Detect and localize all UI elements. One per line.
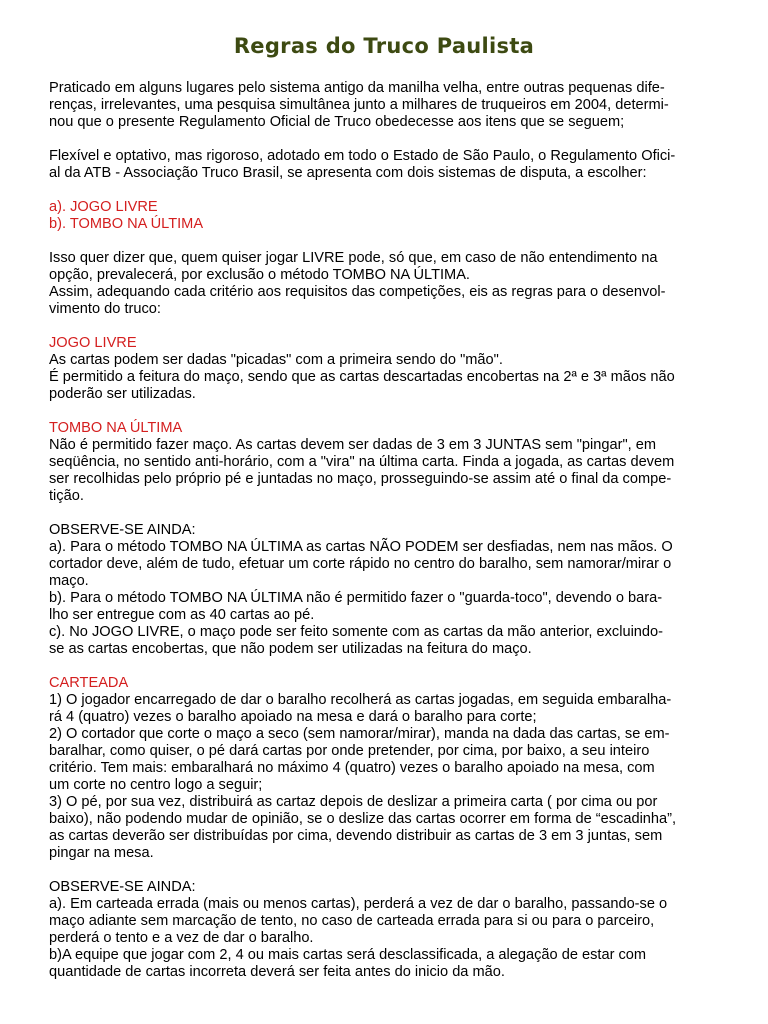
text-line: pingar na mesa. xyxy=(49,845,154,861)
text-line: 2) O cortador que corte o maço a seco (sem namorar/mirar), manda na dada das cartas, se em- xyxy=(49,726,670,742)
paragraph xyxy=(49,250,719,318)
paragraph xyxy=(49,522,719,658)
text-line: b). Para o método TOMBO NA ÚLTIMA não é permitido fazer o "guarda-toco", devendo o bara- xyxy=(49,590,663,606)
text-line: Isso quer dizer que, quem quiser jogar LIVRE pode, só que, em caso de não entendimento na xyxy=(49,250,658,266)
text-line: quantidade de cartas incorreta deverá ser feita antes do inicio da mão. xyxy=(49,964,505,980)
text-line: nou que o presente Regulamento Oficial de Truco obedecesse aos itens que se seguem; xyxy=(49,114,625,130)
text-line: opção, prevalecerá, por exclusão o método TOMBO NA ÚLTIMA. xyxy=(49,267,470,283)
paragraph xyxy=(49,199,719,233)
section-heading: CARTEADA xyxy=(49,675,129,691)
text-line: b)A equipe que jogar com 2, 4 ou mais cartas será desclassificada, a alegação de estar com xyxy=(49,947,647,963)
paragraph xyxy=(49,420,719,505)
text-line: a). Para o método TOMBO NA ÚLTIMA as cartas NÃO PODEM ser desfiadas, nem nas mãos. O xyxy=(49,539,673,555)
text-line: perderá o tento e a vez de dar o baralho. xyxy=(49,930,314,946)
text-line: 1) O jogador encarregado de dar o baralho recolherá as cartas jogadas, em seguida embaralha- xyxy=(49,692,672,708)
text-line: baralhar, como quiser, o pé dará cartas por onde pretender, por cima, por baixo, a seu inteiro xyxy=(49,743,650,759)
text-line: ser recolhidas pelo próprio pé e juntadas no maço, prosseguindo-se assim até o final da compe- xyxy=(49,471,672,487)
text-line: 3) O pé, por sua vez, distribuirá as cartaz depois de deslizar a primeira carta ( por cima ou por xyxy=(49,794,658,810)
text-line: seqüência, no sentido anti-horário, com a "vira" na última carta. Finda a jogada, as cartas devem xyxy=(49,454,675,470)
document-body xyxy=(49,80,719,981)
paragraph xyxy=(49,879,719,981)
text-line: baixo), não podendo mudar de opinião, se o deslize das cartas ocorrer em forma de “escadinha”, xyxy=(49,811,677,827)
text-line: cortador deve, além de tudo, efetuar um corte rápido no centro do baralho, sem namorar/mirar o xyxy=(49,556,672,572)
text-line: a). Em carteada errada (mais ou menos cartas), perderá a vez de dar o baralho, passando-se o xyxy=(49,896,668,912)
text-line: critério. Tem mais: embaralhará no máximo 4 (quatro) vezes o baralho apoiado na mesa, com xyxy=(49,760,655,776)
text-line: Praticado em alguns lugares pelo sistema antigo da manilha velha, entre outras pequenas dife- xyxy=(49,80,665,96)
document-title: Regras do Truco Paulista xyxy=(233,34,535,58)
text-line: É permitido a feitura do maço, sendo que as cartas descartadas encobertas na 2ª e 3ª mãos não xyxy=(49,369,675,385)
text-line: se as cartas encobertas, que não podem ser utilizadas na feitura do maço. xyxy=(49,641,532,657)
document-page xyxy=(49,34,719,998)
text-line: maço adiante sem marcação de tento, no caso de carteada errada para si ou para o parceiro, xyxy=(49,913,655,929)
text-line: c). No JOGO LIVRE, o maço pode ser feito somente com as cartas da mão anterior, excluindo- xyxy=(49,624,664,640)
text-line: Não é permitido fazer maço. As cartas devem ser dadas de 3 em 3 JUNTAS sem "pingar", em xyxy=(49,437,657,453)
text-line: um corte no centro logo a seguir; xyxy=(49,777,263,793)
section-heading: JOGO LIVRE xyxy=(49,335,137,351)
text-line: Flexível e optativo, mas rigoroso, adotado em todo o Estado de São Paulo, o Regulamento Ofici- xyxy=(49,148,676,164)
text-line: OBSERVE-SE AINDA: xyxy=(49,522,196,538)
text-line: rá 4 (quatro) vezes o baralho apoiado na mesa e dará o baralho para corte; xyxy=(49,709,537,725)
text-line: maço. xyxy=(49,573,89,589)
text-line: lho ser entregue com as 40 cartas ao pé. xyxy=(49,607,315,623)
paragraph xyxy=(49,80,719,131)
text-line: Assim, adequando cada critério aos requisitos das competições, eis as regras para o desenvol- xyxy=(49,284,666,300)
paragraph xyxy=(49,148,719,182)
text-line: OBSERVE-SE AINDA: xyxy=(49,879,196,895)
section-heading: b). TOMBO NA ÚLTIMA xyxy=(49,216,204,232)
text-line: poderão ser utilizadas. xyxy=(49,386,196,402)
text-line: al da ATB - Associação Truco Brasil, se apresenta com dois sistemas de disputa, a escolher: xyxy=(49,165,647,181)
paragraph xyxy=(49,675,719,862)
text-line: as cartas deverão ser distribuídas por cima, devendo distribuir as cartas de 3 em 3 juntas, sem xyxy=(49,828,663,844)
paragraph xyxy=(49,335,719,403)
section-heading: a). JOGO LIVRE xyxy=(49,199,158,215)
text-line: vimento do truco: xyxy=(49,301,161,317)
text-line: As cartas podem ser dadas "picadas" com a primeira sendo do "mão". xyxy=(49,352,503,368)
text-line: renças, irrelevantes, uma pesquisa simultânea junto a milhares de truqueiros em 2004, determi- xyxy=(49,97,669,113)
section-heading: TOMBO NA ÚLTIMA xyxy=(49,420,183,436)
text-line: tição. xyxy=(49,488,84,504)
